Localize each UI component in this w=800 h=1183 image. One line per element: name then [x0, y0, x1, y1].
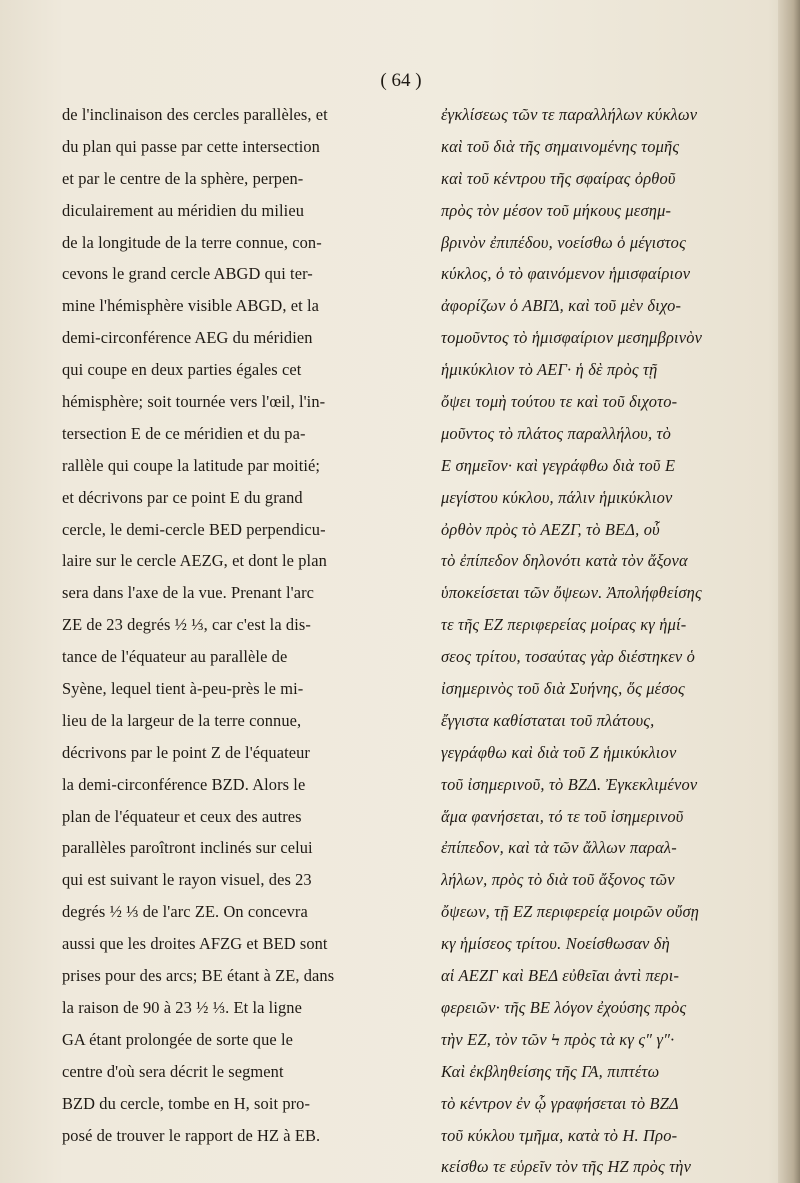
text-line: diculairement au méridien du milieu: [62, 200, 304, 220]
text-line: καὶ τοῦ κέντρου τῆς σφαίρας ὀρθοῦ: [441, 168, 676, 188]
text-line: plan de l'équateur et ceux des autres: [62, 806, 302, 826]
text-line: ὄψεων, τῇ ΕΖ περιφερείᾳ μοιρῶν οὔσῃ: [441, 902, 700, 922]
text-line: τὸ κέντρον ἐν ᾧ γραφήσεται τὸ ΒΖΔ: [441, 1093, 679, 1113]
text-line: tersection E de ce méridien et du pa-: [62, 423, 306, 443]
text-line: τοῦ ἰσημερινοῦ, τὸ ΒΖΔ. Ἐγκεκλιμένον: [441, 774, 698, 794]
text-line: prises pour des arcs; BE étant à ZE, dans: [62, 966, 335, 986]
text-line: tance de l'équateur au parallèle de: [62, 647, 288, 667]
text-line: πρὸς τὸν μέσον τοῦ μήκους μεσημ-: [441, 200, 672, 220]
text-line: Syène, lequel tient à-peu-près le mi-: [62, 679, 304, 699]
text-line: ὑποκείσεται τῶν ὄψεων. Ἀπολήφθείσης: [441, 583, 702, 603]
text-line: Ε σημεῖον· καὶ γεγράφθω διὰ τοῦ Ε: [441, 455, 676, 475]
text-line: lieu de la largeur de la terre connue,: [62, 710, 302, 730]
text-line: τὴν ΕΖ, τὸν τῶν Ϟ πρὸς τὰ κγ ς″ γ″·: [441, 1029, 675, 1049]
text-line: φερειῶν· τῆς ΒΕ λόγον ἐχούσης πρὸς: [441, 997, 687, 1017]
text-line: centre d'où sera décrit le segment: [62, 1061, 284, 1081]
text-line: τε τῆς ΕΖ περιφερείας μοίρας κγ ἡμί-: [441, 615, 687, 635]
text-line: τοῦ κύκλου τμῆμα, κατὰ τὸ Η. Προ-: [441, 1125, 678, 1145]
text-line: de l'inclinaison des cercles parallèles, et: [62, 105, 328, 124]
french-column: [62, 99, 397, 1151]
text-line: hémisphère; soit tournée vers l'œil, l'in-: [62, 392, 326, 412]
greek-column: [441, 99, 781, 1183]
text-line: posé de trouver le rapport de HZ à EB.: [62, 1125, 321, 1145]
text-line: τὸ ἐπίπεδον δηλονότι κατὰ τὸν ἄξονα: [441, 551, 688, 571]
text-line: la raison de 90 à 23 ½ ⅓. Et la ligne: [62, 997, 302, 1017]
text-line: γεγράφθω καὶ διὰ τοῦ Ζ ἡμικύκλιον: [441, 742, 677, 762]
text-line: demi-circonférence AEG du méridien: [62, 328, 313, 348]
text-line: βρινὸν ἐπιπέδου, νοείσθω ὁ μέγιστος: [441, 232, 686, 252]
text-line: κύκλος, ὁ τὸ φαινόμενον ἡμισφαίριον: [441, 264, 691, 284]
text-line: qui coupe en deux parties égales cet: [62, 360, 302, 380]
text-line: rallèle qui coupe la latitude par moitié;: [62, 455, 321, 475]
text-line: GA étant prolongée de sorte que le: [62, 1029, 293, 1049]
text-line: degrés ½ ⅓ de l'arc ZE. On concevra: [62, 902, 308, 922]
text-line: aussi que les droites AFZG et BED sont: [62, 934, 328, 954]
text-line: cercle, le demi-cercle BED perpendicu-: [62, 519, 326, 539]
text-line: ἰσημερινὸς τοῦ διὰ Συήνης, ὅς μέσος: [441, 679, 685, 699]
text-line: cevons le grand cercle ABGD qui ter-: [62, 264, 313, 284]
text-line: μεγίστου κύκλου, πάλιν ἡμικύκλιον: [441, 487, 673, 507]
text-line: κείσθω τε εὑρεῖν τὸν τῆς ΗΖ πρὸς τὴν: [441, 1157, 692, 1177]
text-line: qui est suivant le rayon visuel, des 23: [62, 870, 312, 890]
text-line: ἔγγιστα καθίσταται τοῦ πλάτους,: [441, 710, 655, 730]
text-line: ἡμικύκλιον τὸ ΑΕΓ· ἡ δὲ πρὸς τῇ: [441, 360, 658, 380]
text-line: parallèles paroîtront inclinés sur celui: [62, 838, 313, 858]
page-number: ( 64 ): [380, 70, 422, 91]
text-line: du plan qui passe par cette intersection: [62, 136, 320, 156]
text-line: Καὶ ἐκβληθείσης τῆς ΓΑ, πιπτέτω: [441, 1061, 660, 1081]
text-line: ἐπίπεδον, καὶ τὰ τῶν ἄλλων παραλ-: [441, 838, 677, 858]
text-line: ἀφορίζων ὁ ΑΒΓΔ, καὶ τοῦ μὲν διχο-: [441, 296, 682, 316]
text-line: et décrivons par ce point E du grand: [62, 487, 303, 507]
text-line: et par le centre de la sphère, perpen-: [62, 168, 304, 188]
text-line: καὶ τοῦ διὰ τῆς σημαινομένης τομῆς: [441, 136, 680, 156]
text-line: αἱ ΑΕΖΓ καὶ ΒΕΔ εὐθεῖαι ἀντὶ περι-: [441, 966, 680, 986]
text-line: κγ ἡμίσεος τρίτου. Νοείσθωσαν δὴ: [441, 934, 670, 954]
text-line: BZD du cercle, tombe en H, soit pro-: [62, 1093, 311, 1113]
text-line: ὀρθὸν πρὸς τὸ ΑΕΖΓ, τὸ ΒΕΔ, οὗ: [441, 519, 660, 539]
text-line: ὄψει τομὴ τούτου τε καὶ τοῦ διχοτο-: [441, 392, 678, 412]
text-line: σεος τρίτου, τοσαύτας γὰρ διέστηκεν ὁ: [441, 647, 696, 667]
page-edge: [778, 0, 800, 1183]
text-line: λήλων, πρὸς τὸ διὰ τοῦ ἄξονος τῶν: [441, 870, 675, 890]
text-line: τομοῦντος τὸ ἡμισφαίριον μεσημβρινὸν: [441, 328, 703, 348]
text-line: décrivons par le point Z de l'équateur: [62, 742, 310, 762]
text-line: ZE de 23 degrés ½ ⅓, car c'est la dis-: [62, 615, 311, 635]
text-line: la demi-circonférence BZD. Alors le: [62, 774, 306, 794]
text-line: ἅμα φανήσεται, τό τε τοῦ ἰσημερινοῦ: [441, 806, 684, 826]
text-line: de la longitude de la terre connue, con-: [62, 232, 322, 252]
text-line: ἐγκλίσεως τῶν τε παραλλήλων κύκλων: [441, 105, 698, 124]
text-line: mine l'hémisphère visible ABGD, et la: [62, 296, 320, 316]
text-line: laire sur le cercle AEZG, et dont le plan: [62, 551, 327, 571]
text-line: μοῦντος τὸ πλάτος παραλλήλου, τὸ: [441, 423, 672, 443]
text-line: sera dans l'axe de la vue. Prenant l'arc: [62, 583, 315, 603]
